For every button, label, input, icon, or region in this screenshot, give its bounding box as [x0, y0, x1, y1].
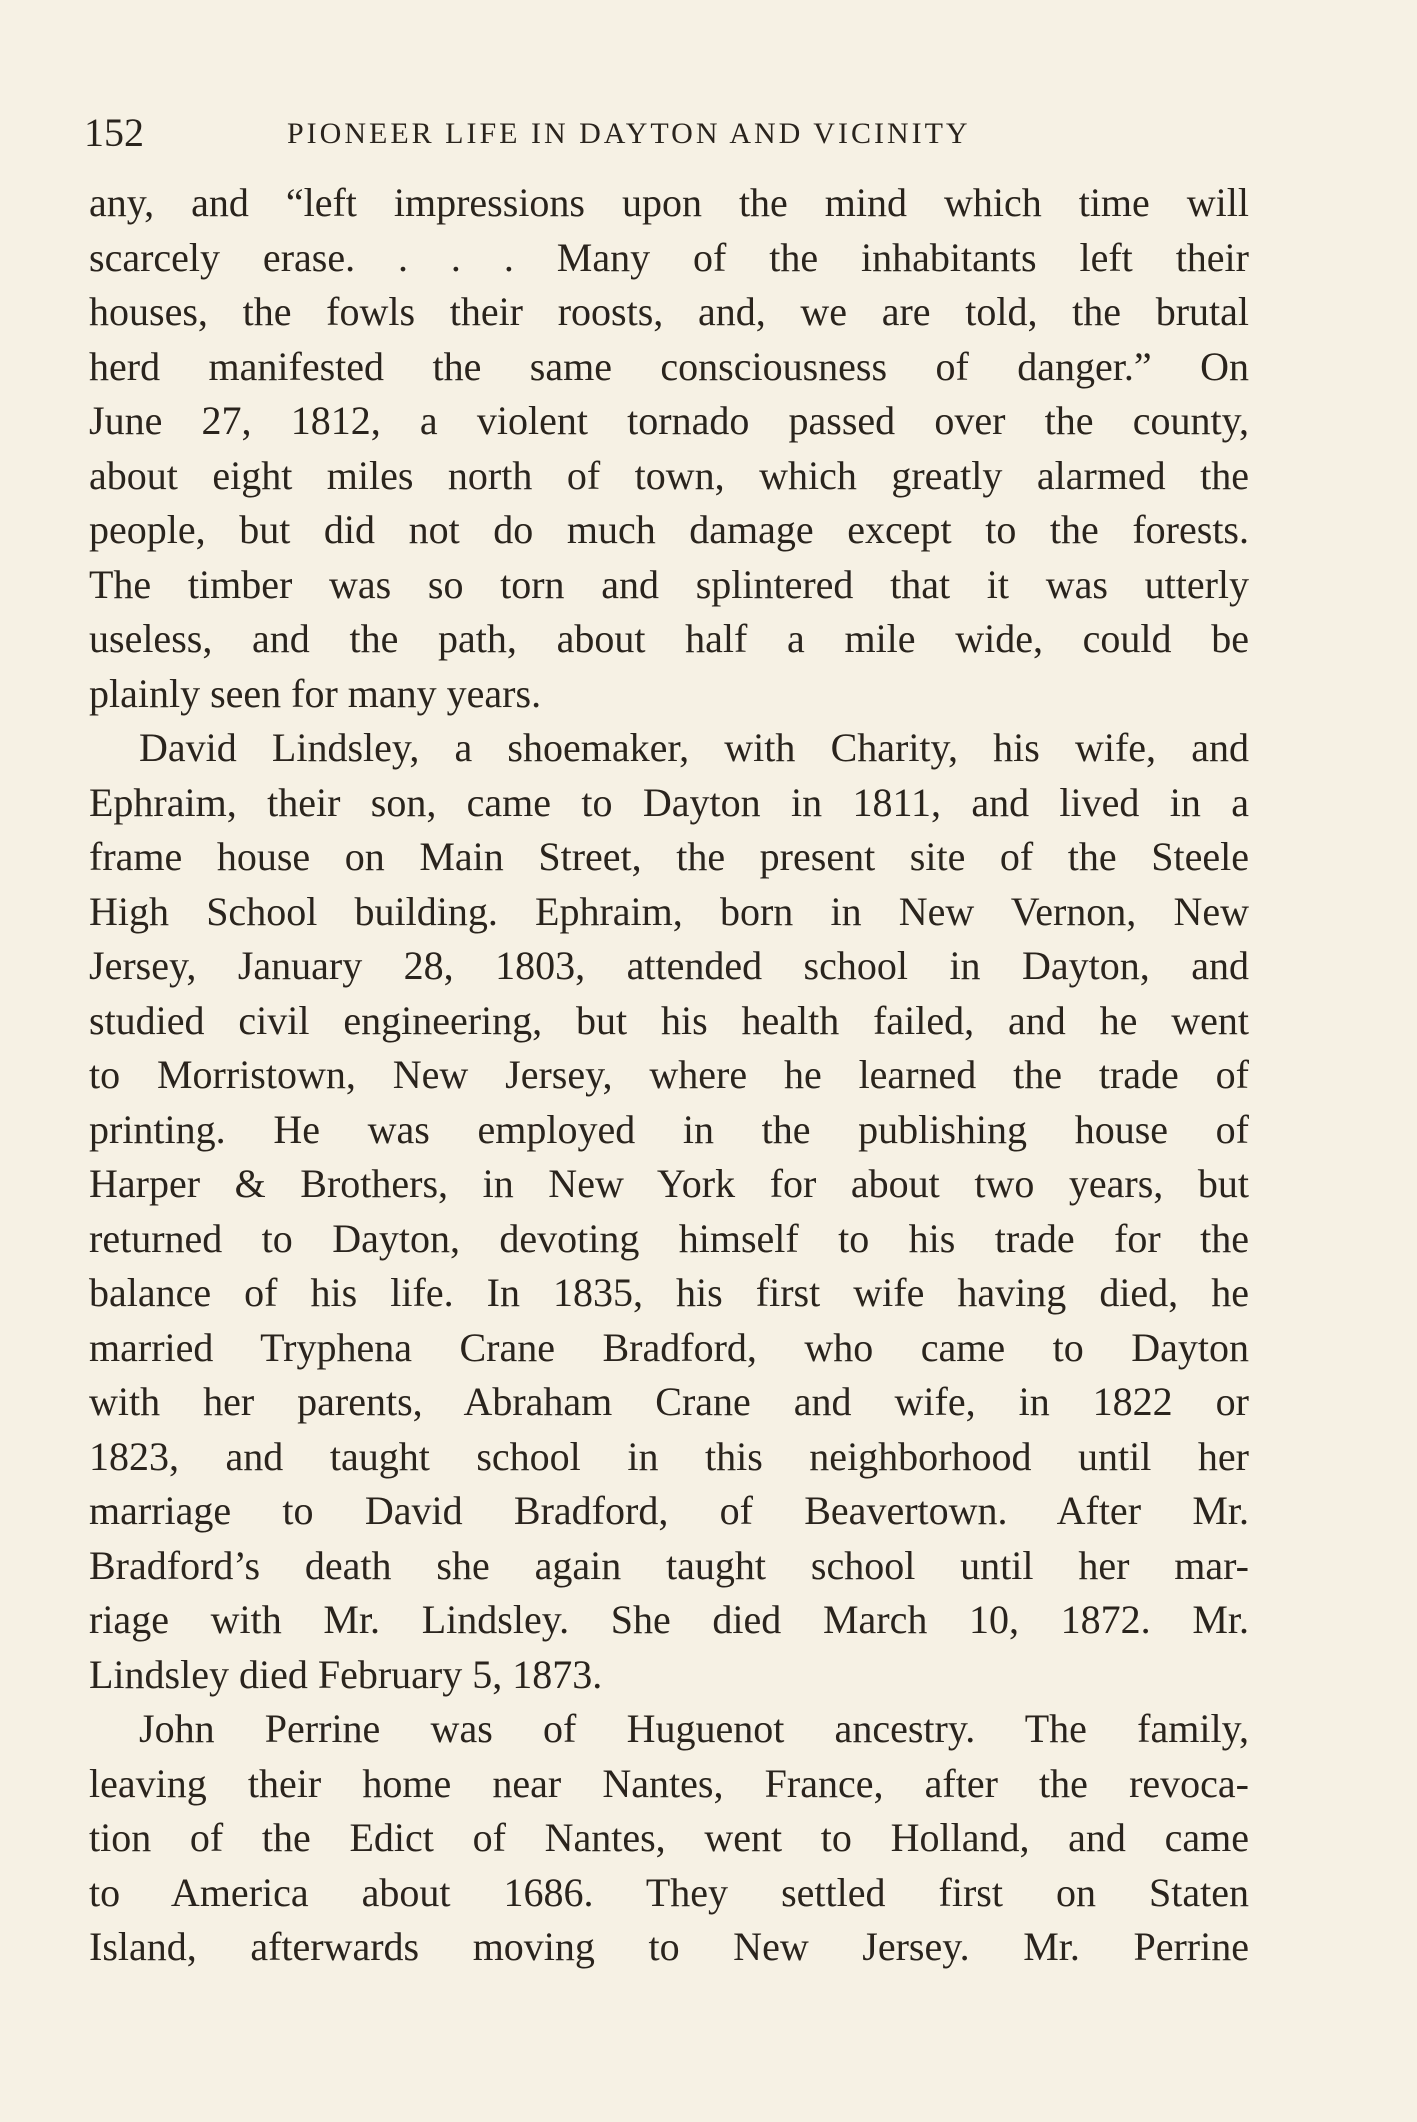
text-line: Lindsley died February 5, 1873.: [89, 1651, 603, 1697]
text-line: riage with Mr. Lindsley. She died March 10, 1872. Mr.: [89, 1597, 1249, 1642]
body-text: [89, 176, 1249, 1975]
text-line: herd manifested the same consciousness of danger.” On: [89, 343, 1249, 389]
text-line: leaving their home near Nantes, France, after the revoca-: [89, 1760, 1249, 1806]
text-line: Jersey, January 28, 1803, attended school in Dayton, and: [89, 943, 1249, 988]
text-line: to America about 1686. They settled first on Staten: [89, 1869, 1249, 1915]
paragraph: [89, 1702, 1249, 1975]
text-line: marriage to David Bradford, of Beavertown. After Mr.: [89, 1488, 1249, 1533]
text-line: John Perrine was of Huguenot ancestry. The family,: [139, 1706, 1249, 1751]
text-line: scarcely erase. . . . Many of the inhabitants left their: [89, 234, 1249, 280]
text-line: 1823, and taught school in this neighborhood until her: [89, 1433, 1249, 1479]
text-line: useless, and the path, about half a mile wide, could be: [89, 616, 1249, 661]
text-line: tion of the Edict of Nantes, went to Holland, and came: [89, 1815, 1249, 1860]
text-line: about eight miles north of town, which greatly alarmed the: [89, 452, 1249, 498]
text-line: studied civil engineering, but his health failed, and he went: [89, 997, 1249, 1043]
text-line: any, and “left impressions upon the mind which time will: [89, 180, 1249, 225]
text-line: with her parents, Abraham Crane and wife, in 1822 or: [89, 1379, 1249, 1424]
text-line: Ephraim, their son, came to Dayton in 1811, and lived in a: [89, 779, 1249, 825]
text-line: The timber was so torn and splintered that it was utterly: [89, 561, 1249, 607]
text-line: people, but did not do much damage except to the forests.: [89, 507, 1249, 552]
paragraph: [89, 176, 1249, 721]
running-title: PIONEER LIFE IN DAYTON AND VICINITY: [287, 117, 971, 150]
text-line: married Tryphena Crane Bradford, who came to Dayton: [89, 1324, 1249, 1370]
text-line: returned to Dayton, devoting himself to his trade for the: [89, 1215, 1249, 1261]
text-line: to Morristown, New Jersey, where he learned the trade of: [89, 1052, 1249, 1097]
text-line: balance of his life. In 1835, his first wife having died, he: [89, 1270, 1249, 1315]
text-line: David Lindsley, a shoemaker, with Charity, his wife, and: [139, 725, 1249, 770]
text-line: plainly seen for many years.: [89, 670, 542, 716]
text-line: printing. He was employed in the publishing house of: [89, 1106, 1249, 1152]
text-line: Bradford’s death she again taught school until her mar-: [89, 1542, 1249, 1588]
text-line: High School building. Ephraim, born in New Vernon, New: [89, 888, 1249, 934]
text-line: June 27, 1812, a violent tornado passed over the county,: [89, 398, 1249, 443]
text-line: frame house on Main Street, the present site of the Steele: [89, 834, 1249, 879]
page-number: 152: [84, 110, 144, 155]
text-line: houses, the fowls their roosts, and, we are told, the brutal: [89, 289, 1249, 334]
page-header: [84, 108, 1266, 158]
text-line: Island, afterwards moving to New Jersey. Mr. Perrine: [89, 1924, 1249, 1969]
text-line: Harper & Brothers, in New York for about two years, but: [89, 1161, 1249, 1206]
paragraph: [89, 721, 1249, 1702]
